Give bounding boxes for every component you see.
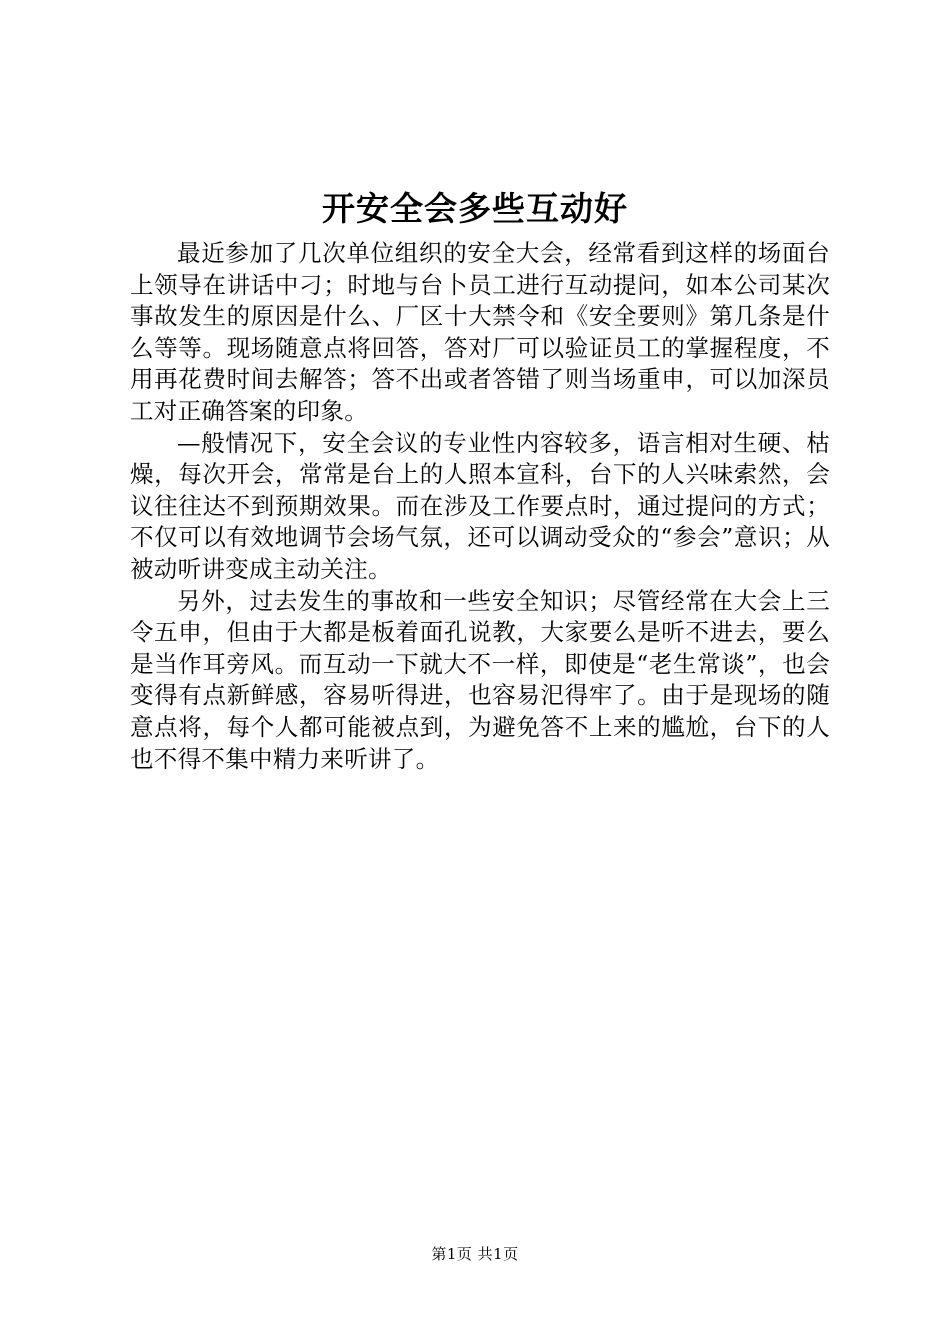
paragraph-3: 另外，过去发生的事故和一些安全知识；尽管经常在大会上三令五申，但由于大都是板着面孔说教，大家要么是听不进去，要么是当作耳旁风。而互动一下就大不一样，即使是“老生常谈”，也会变得有点新鲜感，容易听得进，也容易汜得牢了。由于是现场的随意点将，每个人都可能被点到，为避免答不上来的尴尬，台下的人也不得不集中精力来听讲了。 bbox=[130, 586, 830, 773]
paragraph-1: 最近参加了几次单位组织的安全大会，经常看到这样的场面台上领导在讲话中刁；时地与台卜员工进行互动提问，如本公司某次事故发生的原因是什么、厂区十大禁令和《安全要则》第几条是什么等等。现场随意点将回答，答对厂可以验证员工的掌握程度，不用再花费时间去解答；答不出或者答错了则当场重申，可以加深员工对正确答案的印象。 bbox=[130, 239, 830, 425]
paragraph-2: —般情况下，安全会议的专业性内容较多，语言相对生硬、枯燥，每次开会，常常是台上的人照本宣科，台下的人兴味索然，会议往往达不到预期效果。而在涉及工作要点时，通过提问的方式；不仅可以有效地调节会场气氛，还可以调动受众的“参会”意识；从被动听讲变成主动关注。 bbox=[130, 428, 830, 583]
document-title: 开安全会多些互动好 bbox=[322, 189, 628, 228]
document-body bbox=[130, 238, 830, 775]
page-footer: 第1页 共1页 bbox=[431, 1245, 519, 1263]
